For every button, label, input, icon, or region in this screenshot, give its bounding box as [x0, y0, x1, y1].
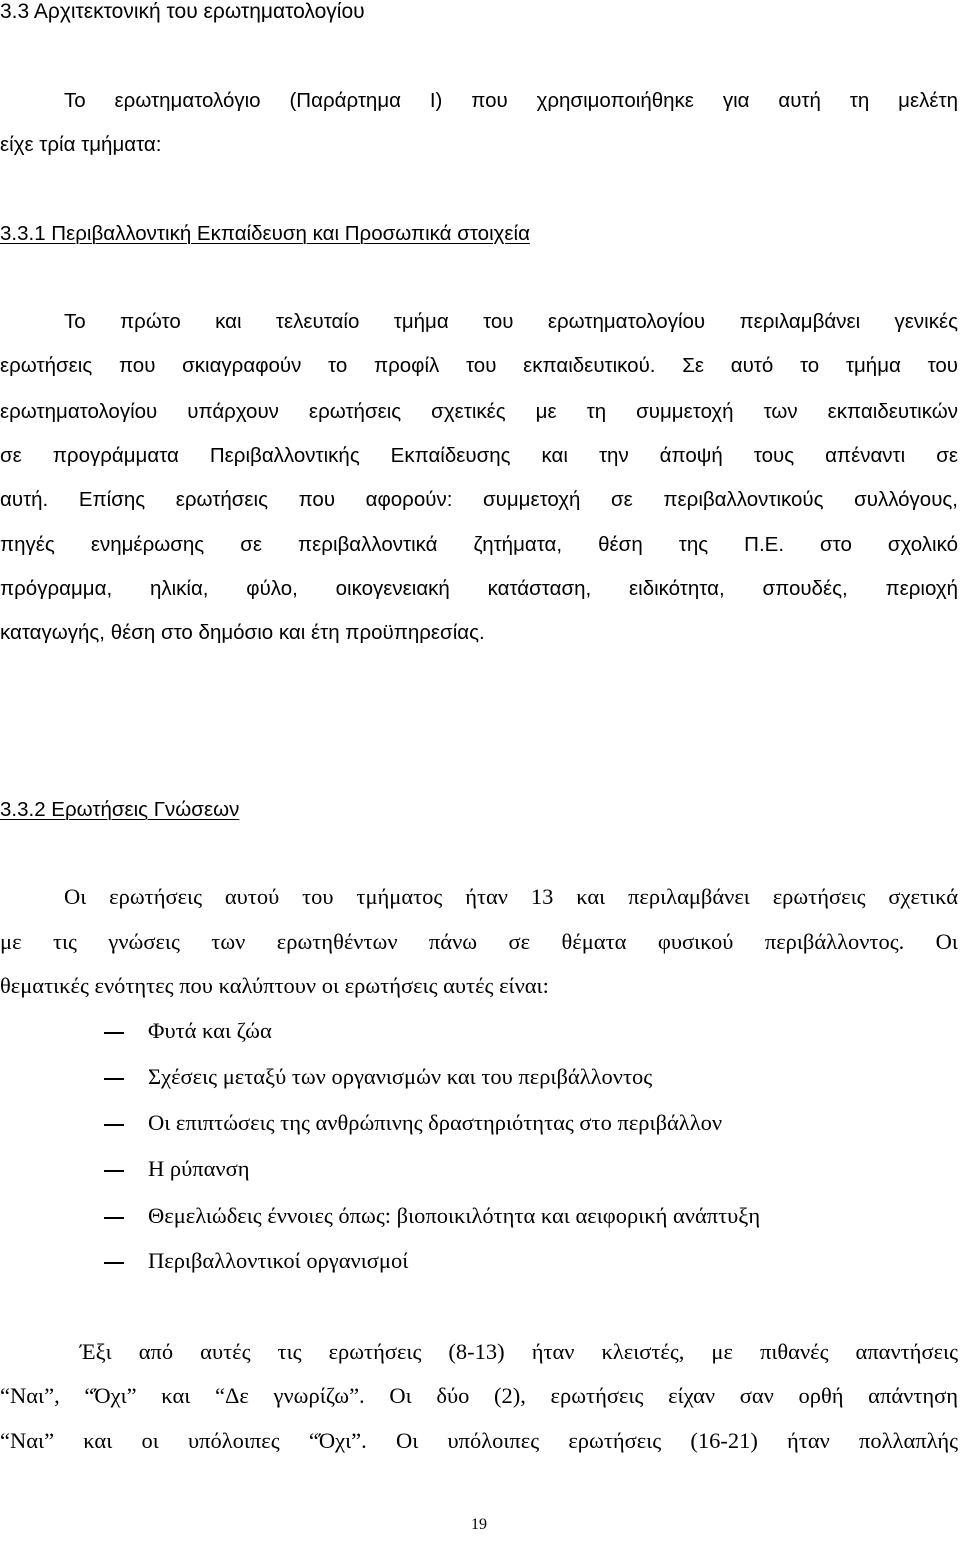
sub1-line-8: καταγωγής, θέση στο δημόσιο και έτη προϋπηρεσίας.: [0, 621, 485, 644]
dash-bullet-icon: [104, 1170, 124, 1172]
closing-line-3: “Ναι” και οι υπόλοιπες “Όχι”. Οι υπόλοιπες ερωτήσεις (16-21) ήταν πολλαπλής: [0, 1428, 958, 1453]
topic-list-item-text: Θεμελιώδεις έννοιες όπως: βιοποικιλότητα και αειφορική ανάπτυξη: [148, 1203, 761, 1228]
sub1-line-6: πηγές ενημέρωσης σε περιβαλλοντικά ζητήματα, θέση της Π.Ε. στο σχολικό: [0, 533, 958, 556]
closing-line-2: “Ναι”, “Όχι” και “Δε γνωρίζω”. Οι δύο (2), ερωτήσεις είχαν σαν ορθή απάντηση: [0, 1383, 958, 1408]
topic-list-item-text: Περιβαλλοντικοί οργανισμοί: [148, 1248, 409, 1273]
sub1-line-3: ερωτηματολογίου υπάρχουν ερωτήσεις σχετικές με τη συμμετοχή των εκπαιδευτικών: [0, 400, 958, 423]
sub2-line-3: θεματικές ενότητες που καλύπτουν οι ερωτήσεις αυτές είναι:: [0, 973, 549, 998]
intro-line-2: είχε τρία τμήματα:: [0, 133, 162, 156]
topic-list-item-text: Σχέσεις μεταξύ των οργανισμών και του περιβάλλοντος: [148, 1064, 653, 1089]
topic-list-item-text: Φυτά και ζώα: [148, 1018, 272, 1043]
sub2-line-1: Οι ερωτήσεις αυτού του τμήματος ήταν 13 και περιλαμβάνει ερωτήσεις σχετικά: [64, 884, 958, 909]
topic-list-item-text: Οι επιπτώσεις της ανθρώπινης δραστηριότητας στο περιβάλλον: [148, 1110, 723, 1135]
sub1-line-5: αυτή. Επίσης ερωτήσεις που αφορούν: συμμετοχή σε περιβαλλοντικούς συλλόγους,: [0, 488, 958, 511]
sub1-line-7: πρόγραμμα, ηλικία, φύλο, οικογενειακή κατάσταση, ειδικότητα, σπουδές, περιοχή: [0, 577, 958, 600]
sub1-line-4: σε προγράμματα Περιβαλλοντικής Εκπαίδευσης και την άποψή τους απέναντι σε: [0, 444, 958, 467]
closing-line-1: Έξι από αυτές τις ερωτήσεις (8-13) ήταν κλειστές, με πιθανές απαντήσεις: [80, 1339, 958, 1364]
sub1-line-2: ερωτήσεις που σκιαγραφούν το προφίλ του εκπαιδευτικού. Σε αυτό το τμήμα του: [0, 354, 958, 377]
page-number: 19: [471, 1516, 487, 1533]
intro-line-1: Το ερωτηματολόγιο (Παράρτημα Ι) που χρησιμοποιήθηκε για αυτή τη μελέτη: [64, 89, 958, 112]
subsection-heading-2: 3.3.2 Ερωτήσεις Γνώσεων: [0, 798, 240, 821]
sub2-line-2: με τις γνώσεις των ερωτηθέντων πάνω σε θέματα φυσικού περιβάλλοντος. Οι: [0, 929, 958, 954]
topic-list-item-text: Η ρύπανση: [148, 1156, 250, 1181]
section-heading: 3.3 Αρχιτεκτονική του ερωτηματολογίου: [0, 0, 365, 23]
dash-bullet-icon: [104, 1124, 124, 1126]
dash-bullet-icon: [104, 1078, 124, 1080]
sub1-line-1: Το πρώτο και τελευταίο τμήμα του ερωτηματολογίου περιλαμβάνει γενικές: [64, 310, 958, 333]
dash-bullet-icon: [104, 1262, 124, 1264]
dash-bullet-icon: [104, 1032, 124, 1034]
subsection-heading-1: 3.3.1 Περιβαλλοντική Εκπαίδευση και Προσωπικά στοιχεία: [0, 222, 530, 245]
dash-bullet-icon: [104, 1217, 124, 1219]
